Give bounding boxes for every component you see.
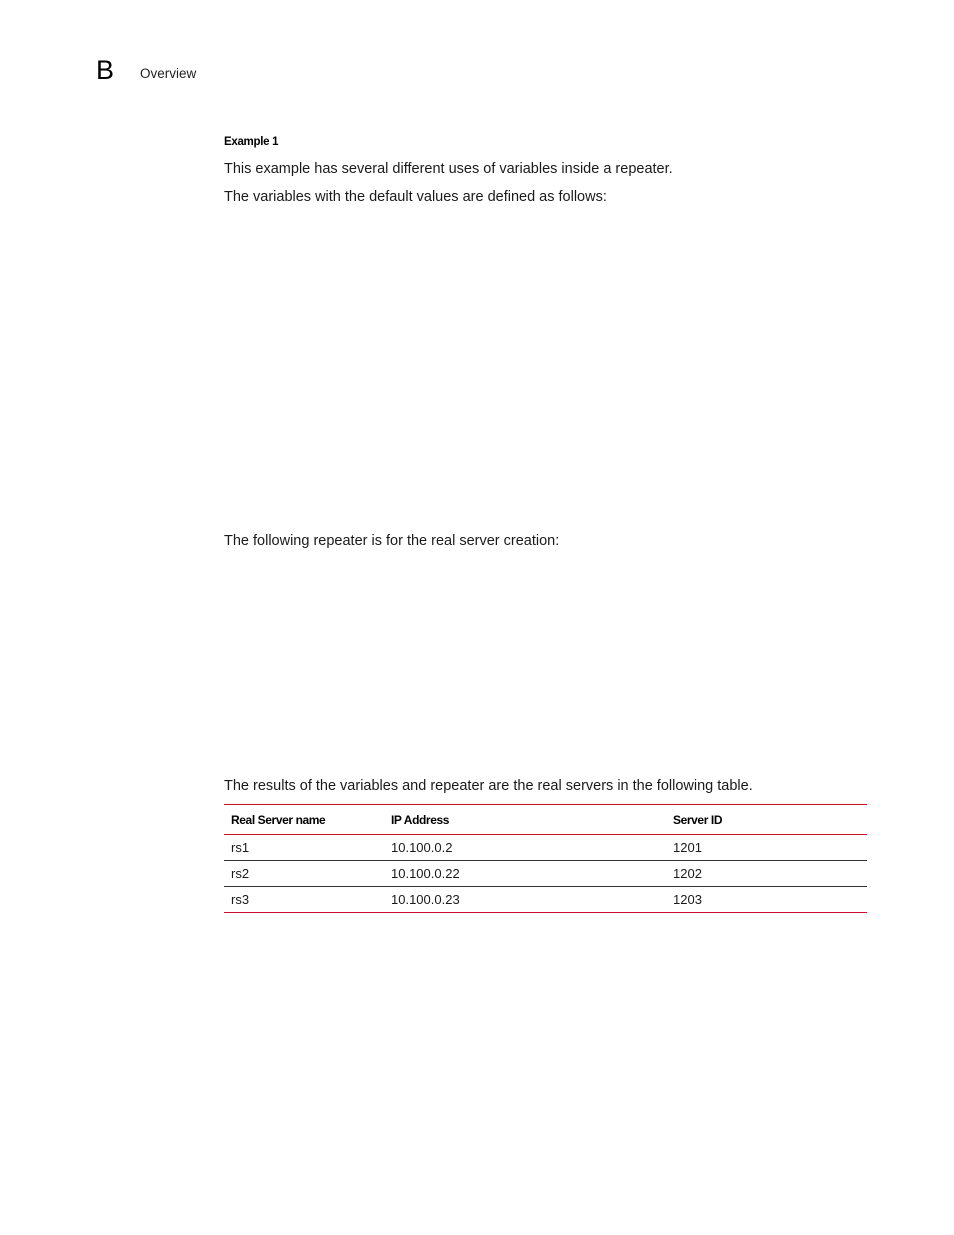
- column-header-server-id: Server ID: [673, 812, 723, 827]
- cell-ip-address: 10.100.0.22: [384, 861, 666, 887]
- cell-server-id: 1201: [666, 835, 867, 861]
- cell-server-name: rs3: [224, 887, 384, 913]
- cell-server-name: rs2: [224, 861, 384, 887]
- table-row: [224, 861, 867, 887]
- cell-ip-address: 10.100.0.2: [384, 835, 666, 861]
- table-header-row: [224, 805, 867, 835]
- table-row: [224, 835, 867, 861]
- column-header-ip-address: IP Address: [391, 812, 450, 827]
- cell-server-id: 1202: [666, 861, 867, 887]
- variables-intro-paragraph: The variables with the default values are defined as follows:: [224, 189, 607, 205]
- chapter-title: Overview: [140, 66, 197, 81]
- chapter-letter: B: [96, 55, 115, 85]
- cell-ip-address: 10.100.0.23: [384, 887, 666, 913]
- table-row: [224, 887, 867, 913]
- real-servers-table: [224, 804, 867, 913]
- repeater-intro-paragraph: The following repeater is for the real server creation:: [224, 533, 560, 549]
- intro-paragraph: This example has several different uses of variables inside a repeater.: [224, 161, 673, 177]
- cell-server-id: 1203: [666, 887, 867, 913]
- results-intro-paragraph: The results of the variables and repeater are the real servers in the following table.: [224, 778, 753, 794]
- cell-server-name: rs1: [224, 835, 384, 861]
- column-header-real-server-name: Real Server name: [231, 812, 326, 827]
- example-heading: Example 1: [224, 136, 279, 148]
